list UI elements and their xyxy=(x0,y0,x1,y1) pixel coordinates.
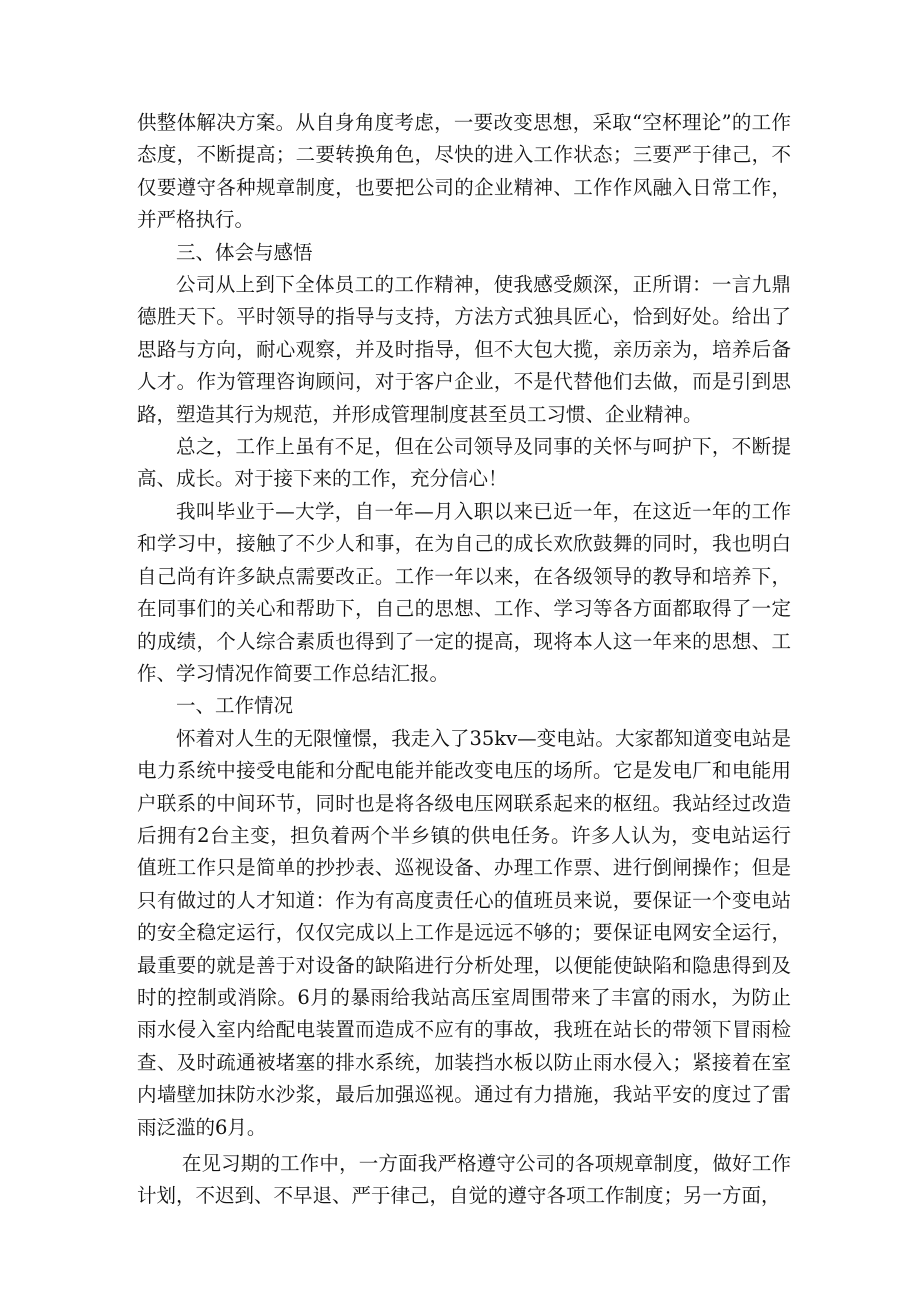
document-body xyxy=(137,107,791,1213)
paragraph-conclusion: 总之，工作上虽有不足，但在公司领导及同事的关怀与呵护下，不断提高、成长。对于接下来的工作，充分信心！ xyxy=(137,435,791,491)
section-heading-work: 一、工作情况 xyxy=(176,694,294,718)
paragraph-probation: 在见习期的工作中，一方面我严格遵守公司的各项规章制度，做好工作计划，不迟到、不早退、严于律己，自觉的遵守各项工作制度；另一方面， xyxy=(137,1152,791,1208)
paragraph-solution-continuation: 供整体解决方案。从自身角度考虑，一要改变思想，采取“空杯理论”的工作态度，不断提高；二要转换角色，尽快的进入工作状态；三要严于律己，不仅要遵守各种规章制度，也要把公司的企业精神、工作作风融入日常工作，并严格执行。 xyxy=(137,111,791,232)
section-heading-experience: 三、体会与感悟 xyxy=(176,240,313,264)
paragraph-introduction: 我叫毕业于—大学，自一年—月入职以来已近一年，在这近一年的工作和学习中，接触了不少人和事，在为自己的成长欢欣鼓舞的同时，我也明白自己尚有许多缺点需要改正。工作一年以来，在各级领导的教导和培养下，在同事们的关心和帮助下，自己的思想、工作、学习等各方面都取得了一定的成绩，个人综合素质也得到了一定的提高，现将本人这一年来的思想、工作、学习情况作简要工作总结汇报。 xyxy=(137,499,791,685)
paragraph-substation-work: 怀着对人生的无限憧憬，我走入了35kv—变电站。大家都知道变电站是电力系统中接受电能和分配电能并能改变电压的场所。它是发电厂和电能用户联系的中间环节，同时也是将各级电压网联系起来的枢纽。我站经过改造后拥有2台主变，担负着两个半乡镇的供电任务。许多人认为，变电站运行值班工作只是简单的抄抄表、巡视设备、办理工作票、进行倒闸操作；但是只有做过的人才知道：作为有高度责任心的值班员来说，要保证一个变电站的安全稳定运行，仅仅完成以上工作是远远不够的；要保证电网安全运行，最重要的就是善于对设备的缺陷进行分析处理，以便能使缺陷和隐患得到及时的控制或消除。6月的暴雨给我站高压室周围带来了丰富的雨水，为防止雨水侵入室内给配电装置而造成不应有的事故，我班在站长的带领下冒雨检查、及时疏通被堵塞的排水系统，加装挡水板以防止雨水侵入；紧接着在室内墙壁加抹防水沙浆，最后加强巡视。通过有力措施，我站平安的度过了雷雨泛滥的6月。 xyxy=(137,726,791,1139)
paragraph-company-spirit: 公司从上到下全体员工的工作精神，使我感受颇深，正所谓：一言九鼎德胜天下。平时领导的指导与支持，方法方式独具匠心，恰到好处。给出了思路与方向，耐心观察，并及时指导，但不大包大揽，亲历亲为，培养后备人才。作为管理咨询顾问，对于客户企业，不是代替他们去做，而是引到思路，塑造其行为规范，并形成管理制度甚至员工习惯、企业精神。 xyxy=(137,273,791,426)
